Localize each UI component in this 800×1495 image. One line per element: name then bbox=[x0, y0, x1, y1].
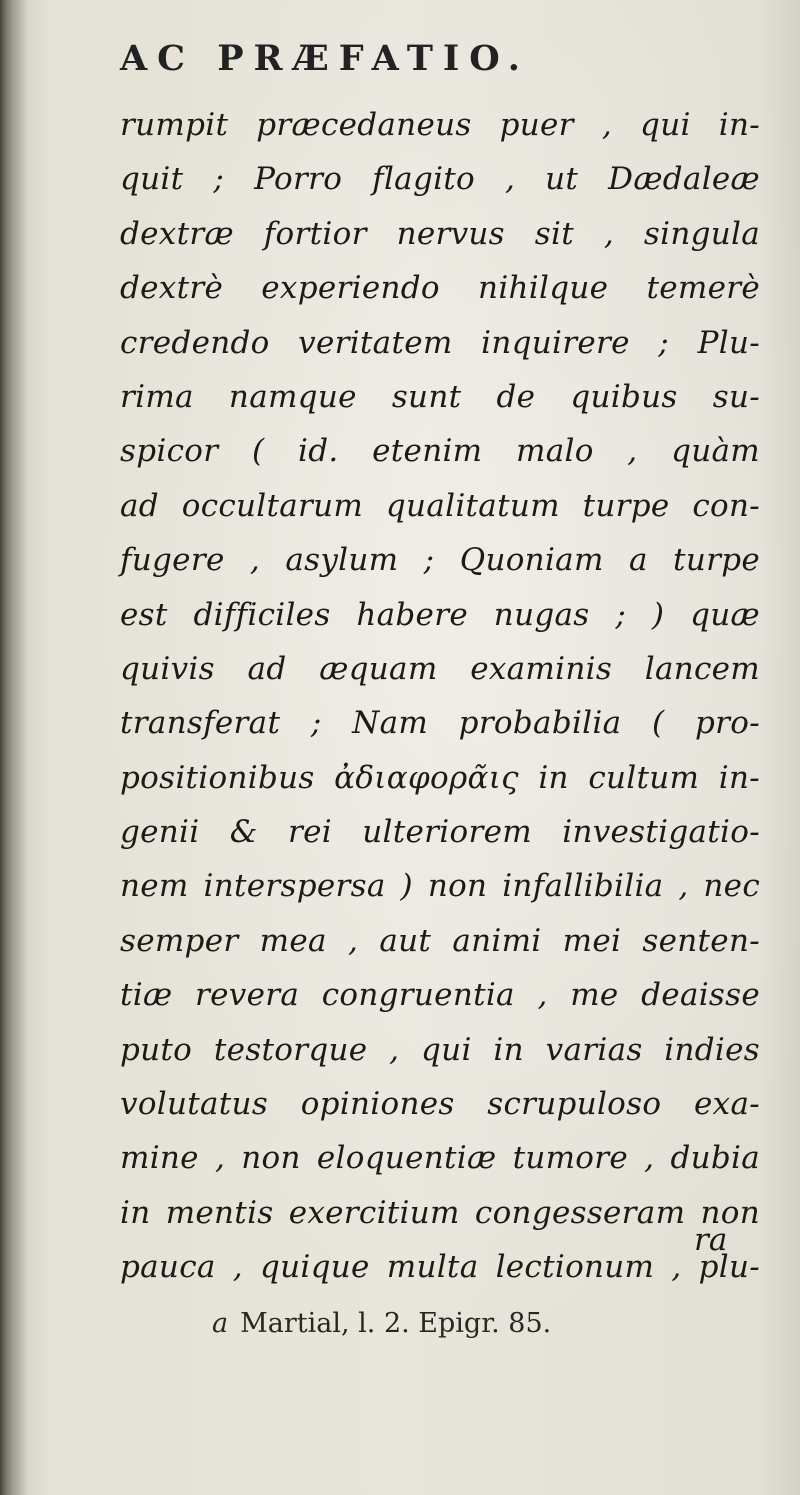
text-line: semper mea , aut animi mei senten- bbox=[120, 922, 760, 959]
text-line: dextrè experiendo nihilque temerè bbox=[120, 270, 760, 307]
text-line: in mentis exercitium congesseram non bbox=[120, 1194, 760, 1231]
text-line: pauca , quique multa lectionum , plu- bbox=[120, 1249, 760, 1286]
text-line: spicor ( id. etenim malo , quàm bbox=[120, 433, 760, 470]
gutter-shadow bbox=[0, 0, 28, 1495]
footnote-mark: a bbox=[212, 1308, 229, 1339]
text-line: dextræ fortior nervus sit , singula bbox=[120, 215, 760, 252]
footnote-text: Martial, l. 2. Epigr. 85. bbox=[240, 1308, 552, 1339]
catchword: ra bbox=[694, 1222, 728, 1258]
footnote bbox=[212, 1308, 551, 1339]
text-line: rumpit præcedaneus puer , qui in- bbox=[120, 107, 760, 143]
text-line: mine , non eloquentiæ tumore , dubia bbox=[120, 1140, 760, 1177]
text-line: fugere , asylum ; Quoniam a turpe bbox=[120, 542, 760, 579]
text-line: quivis ad æquam examinis lancem bbox=[120, 650, 760, 687]
text-line: positionibus ἀδιαφορᾶις in cultum in- bbox=[120, 759, 760, 796]
text-line: transferat ; Nam probabilia ( pro- bbox=[120, 705, 760, 742]
text-line: est difficiles habere nugas ; ) quæ bbox=[120, 596, 760, 633]
text-line: nem interspersa ) non infallibilia , nec bbox=[120, 868, 760, 905]
running-head: AC PRÆFATIO. bbox=[120, 38, 530, 79]
text-line: ad occultarum qualitatum turpe con- bbox=[120, 487, 760, 524]
text-line: puto testorque , qui in varias indies bbox=[120, 1031, 760, 1068]
body-text bbox=[120, 98, 760, 1295]
text-line: genii & rei ulteriorem investigatio- bbox=[120, 814, 760, 851]
text-line: quit ; Porro flagito , ut Dædaleæ bbox=[120, 161, 760, 198]
text-line: rima namque sunt de quibus su- bbox=[120, 378, 760, 415]
text-line: credendo veritatem inquirere ; Plu- bbox=[120, 324, 760, 361]
text-line: volutatus opiniones scrupuloso exa- bbox=[120, 1086, 760, 1123]
text-line: tiæ revera congruentia , me deaisse bbox=[120, 977, 760, 1014]
